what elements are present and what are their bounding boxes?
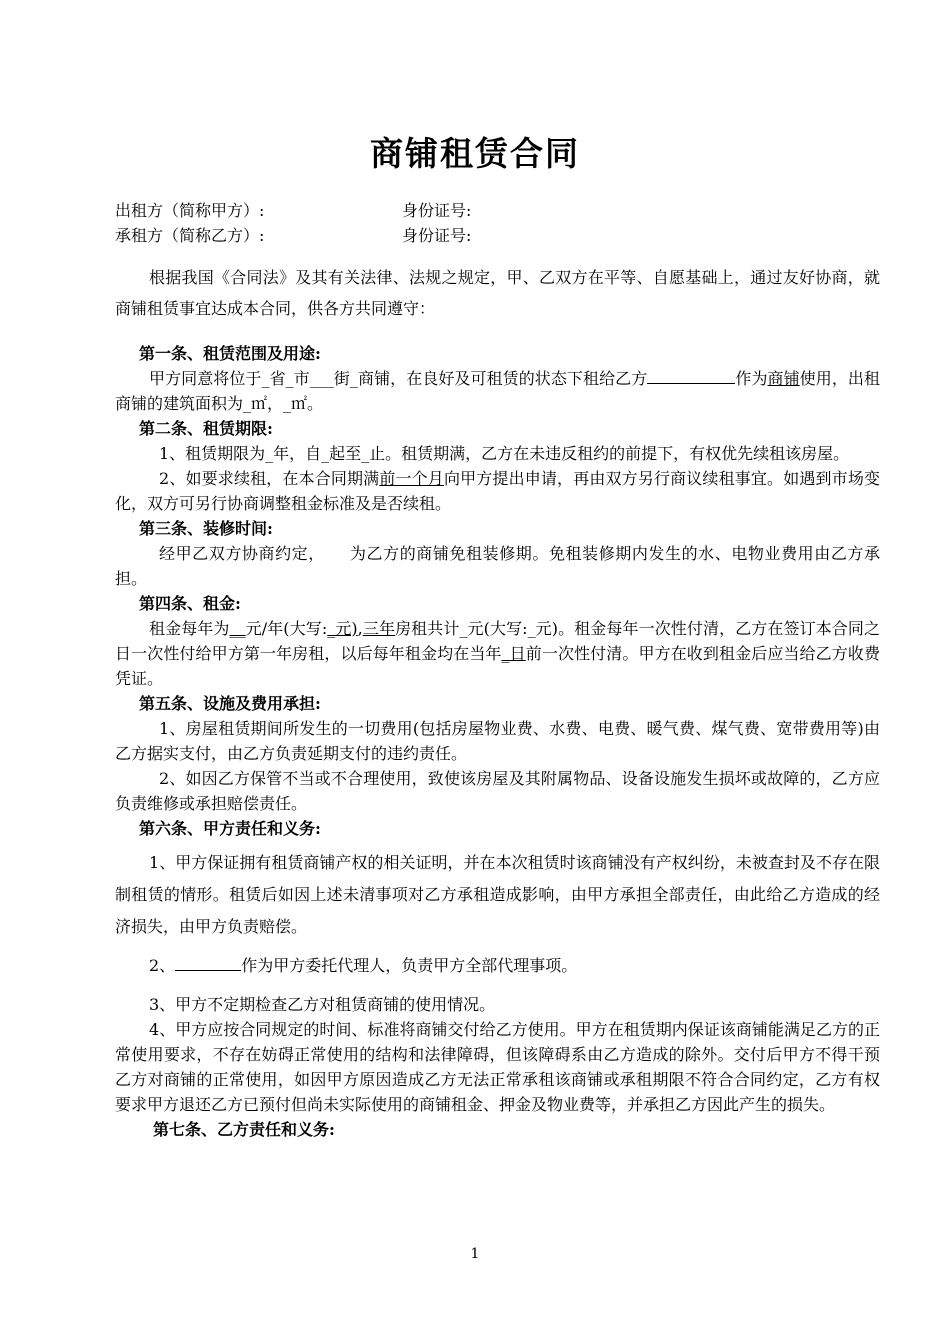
article-6-paragraph-3: 3、甲方不定期检查乙方对租赁商铺的使用情况。	[149, 995, 496, 1014]
blank-line	[647, 369, 735, 384]
article-5-heading: 第五条、设施及费用承担:	[139, 694, 321, 713]
intro-paragraph: 根据我国《合同法》及其有关法律、法规之规定，甲、乙双方在平等、自愿基础上，通过友好协商，就商铺租赁事宜达成本合同，供各方共同遵守：	[115, 268, 880, 318]
article-5-paragraph-1: 1、房屋租赁期间所发生的一切费用(包括房屋物业费、水费、电费、暖气费、煤气费、宽带费用等)由乙方据实支付，由乙方负责延期支付的违约责任。	[115, 719, 880, 763]
article-6-paragraph-1: 1、甲方保证拥有租赁商铺产权的相关证明，并在本次租赁时该商铺没有产权纠纷，未被查封及不存在限制租赁的情形。租赁后如因上述未清事项对乙方承租造成影响，由甲方承担全部责任，由此给乙方造成的经济损失，由甲方负责赔偿。	[115, 853, 880, 936]
article-2-text-b: 前一个月	[379, 469, 444, 488]
article-1-text-a: 甲方同意将位于_省_市___街_商铺，在良好及可租赁的状态下租给乙方	[149, 369, 648, 388]
article-6-paragraph-2	[115, 953, 880, 978]
article-6-text-b: 作为甲方委托代理人，负责甲方全部代理事项。	[241, 956, 578, 975]
article-4-text-i: 前一次性付清。甲方在收到租金后应当给乙方收费凭证。	[115, 644, 880, 688]
article-4-text-f: 三年	[362, 619, 396, 638]
article-2-text-a: 2、如要求续租，在本合同期满	[159, 469, 380, 488]
article-4-text-g: 房租共计_元(大写:_元)。租金每年一次性付清，乙方在签订本合同之日一次性付给甲方第一年房租，以后每年租金均在当年	[115, 619, 880, 663]
article-1-text-c: 商铺	[767, 369, 800, 388]
document-body	[115, 198, 880, 1142]
article-2-paragraph-2	[115, 466, 880, 516]
article-4-text-h: _日	[501, 644, 526, 663]
article-2-text-c: 向甲方提出申请，再由双方另行商议续租事宜。如遇到市场变化，双方可另行协商调整租金标准及是否续租。	[115, 469, 880, 513]
article-7-heading: 第七条、乙方责任和义务:	[153, 1120, 335, 1139]
lessee-row	[115, 223, 880, 248]
article-2-heading: 第二条、租赁期限:	[139, 419, 273, 438]
article-2-paragraph-1: 1、租赁期限为_年，自_起至_止。租赁期满，乙方在未违反租约的前提下，有权优先续租该房屋。	[159, 444, 850, 463]
document-title: 商铺租赁合同	[370, 134, 580, 173]
article-4-text-e: ,	[357, 619, 363, 638]
article-4-text-d: _元)	[327, 619, 358, 638]
article-4-text-b: __	[229, 619, 246, 638]
article-6-text-a: 2、	[149, 956, 176, 975]
article-3-paragraph: 经甲乙双方协商约定， 为乙方的商铺免租装修期。免租装修期内发生的水、电物业费用由乙方承担。	[115, 544, 880, 588]
page-number: 1	[470, 1246, 480, 1262]
lessee-label: 承租方（简称乙方）:	[115, 226, 265, 245]
article-3-heading: 第三条、装修时间:	[139, 519, 273, 538]
article-6-paragraph-4: 4、甲方应按合同规定的时间、标准将商铺交付给乙方使用。甲方在租赁期内保证该商铺能满足乙方的正常使用要求，不存在妨碍正常使用的结构和法律障碍，但该障碍系由乙方造成的除外。交付后甲方不得干预乙方对商铺的正常使用，如因甲方原因造成乙方无法正常承租该商铺或承租期限不符合合同约定，乙方有权要求甲方退还乙方已预付但尚未实际使用的商铺租金、押金及物业费等，并承担乙方因此产生的损失。	[115, 1020, 880, 1114]
article-5-paragraph-2: 2、如因乙方保管不当或不合理使用，致使该房屋及其附属物品、设备设施发生损坏或故障的，乙方应负责维修或承担赔偿责任。	[115, 769, 880, 813]
article-4-text-c: 元/年(大写:	[245, 619, 328, 638]
lessee-id-label: 身份证号:	[402, 226, 472, 245]
article-1-paragraph	[115, 366, 880, 416]
article-1-text-d: 使用，出租商铺的建筑面积为_㎡，_㎡。	[115, 369, 880, 413]
lessor-id-label: 身份证号:	[402, 201, 472, 220]
article-4-paragraph	[115, 616, 880, 691]
article-1-heading: 第一条、租赁范围及用途:	[139, 344, 321, 363]
article-4-text-a: 租金每年为	[149, 619, 230, 638]
blank-line	[175, 956, 241, 971]
article-1-text-b: 作为	[735, 369, 768, 388]
lessor-label: 出租方（简称甲方）:	[115, 201, 265, 220]
lessor-row	[115, 198, 880, 223]
article-6-heading: 第六条、甲方责任和义务:	[139, 819, 321, 838]
article-4-heading: 第四条、租金:	[139, 594, 241, 613]
